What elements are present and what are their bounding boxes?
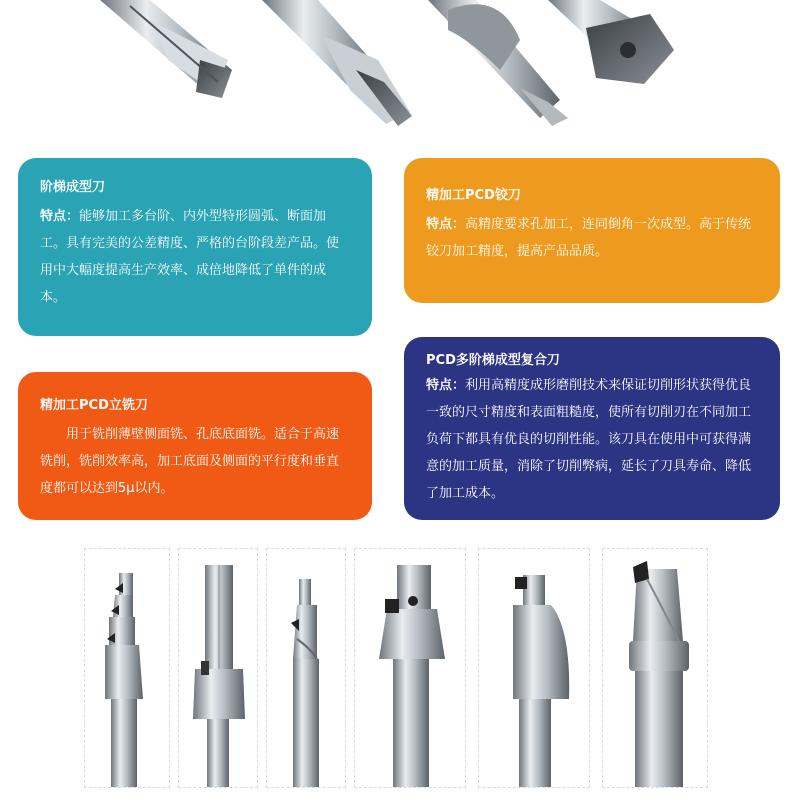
top-tool-photo-strip — [0, 0, 800, 130]
profile-step-cutter-icon — [479, 549, 591, 789]
indexable-profile-cutter-icon — [355, 549, 467, 789]
step-drill-icon — [85, 549, 171, 789]
reamer-feature-label: 特点： — [426, 217, 466, 232]
reamer-card — [404, 158, 780, 303]
reamer-text: 高精度要求孔加工，连同倒角一次成型。高于传统铰刀加工精度，提高产品品质。 — [426, 217, 752, 259]
profile-step-cutter-photo — [478, 548, 590, 788]
reamer-title: 精加工PCD铰刀 — [426, 188, 521, 203]
end-mill-description — [40, 421, 350, 502]
compound-feature-label: 特点： — [426, 378, 466, 393]
step-tool-title: 阶梯成型刀 — [40, 180, 106, 195]
large-end-mill-photo — [602, 548, 708, 788]
step-tool-description — [40, 203, 350, 311]
cross-cutter-icon — [548, 0, 674, 84]
compound-tool-description — [426, 372, 758, 507]
step-tool-text: 能够加工多台阶、内外型特形圆弧、断面加工。具有完美的公差精度、严格的台阶段差产品。使用中大幅度提高生产效率、成倍地降低了单件的成本。 — [40, 209, 340, 305]
end-mill-title: 精加工PCD立铣刀 — [40, 398, 148, 413]
step-tool-feature-label: 特点： — [40, 209, 80, 224]
reamer-description — [426, 211, 758, 265]
slim-end-mill-icon — [267, 549, 347, 789]
step-cutter-icon — [262, 0, 412, 126]
end-mill-text: 用于铣削薄壁侧面铣、孔底底面铣。适合于高速铣削，铣削效率高，加工底面及侧面的平行度和垂直度都可以达到5μ以内。 — [40, 427, 340, 496]
end-mill-card — [18, 372, 372, 520]
step-end-mill-photo — [178, 548, 258, 788]
fluted-reamer-icon — [100, 0, 232, 98]
compound-tool-card — [404, 337, 780, 520]
profile-cutter-icon — [428, 0, 568, 126]
indexable-profile-cutter-photo — [354, 548, 466, 788]
slim-end-mill-photo — [266, 548, 346, 788]
large-end-mill-icon — [603, 549, 709, 789]
compound-tool-title: PCD多阶梯成型复合刀 — [426, 353, 560, 368]
step-tool-card — [18, 158, 372, 336]
step-end-mill-icon — [179, 549, 259, 789]
compound-text: 利用高精度成形磨削技术来保证切削形状获得优良一致的尺寸精度和表面粗糙度，使所有切削刃在不同加工负荷下都具有优良的切削性能。该刀具在使用中可获得满意的加工质量，消除了切削弊病，延长了刀具寿命、降低了加工成本。 — [426, 378, 752, 501]
step-drill-photo — [84, 548, 170, 788]
